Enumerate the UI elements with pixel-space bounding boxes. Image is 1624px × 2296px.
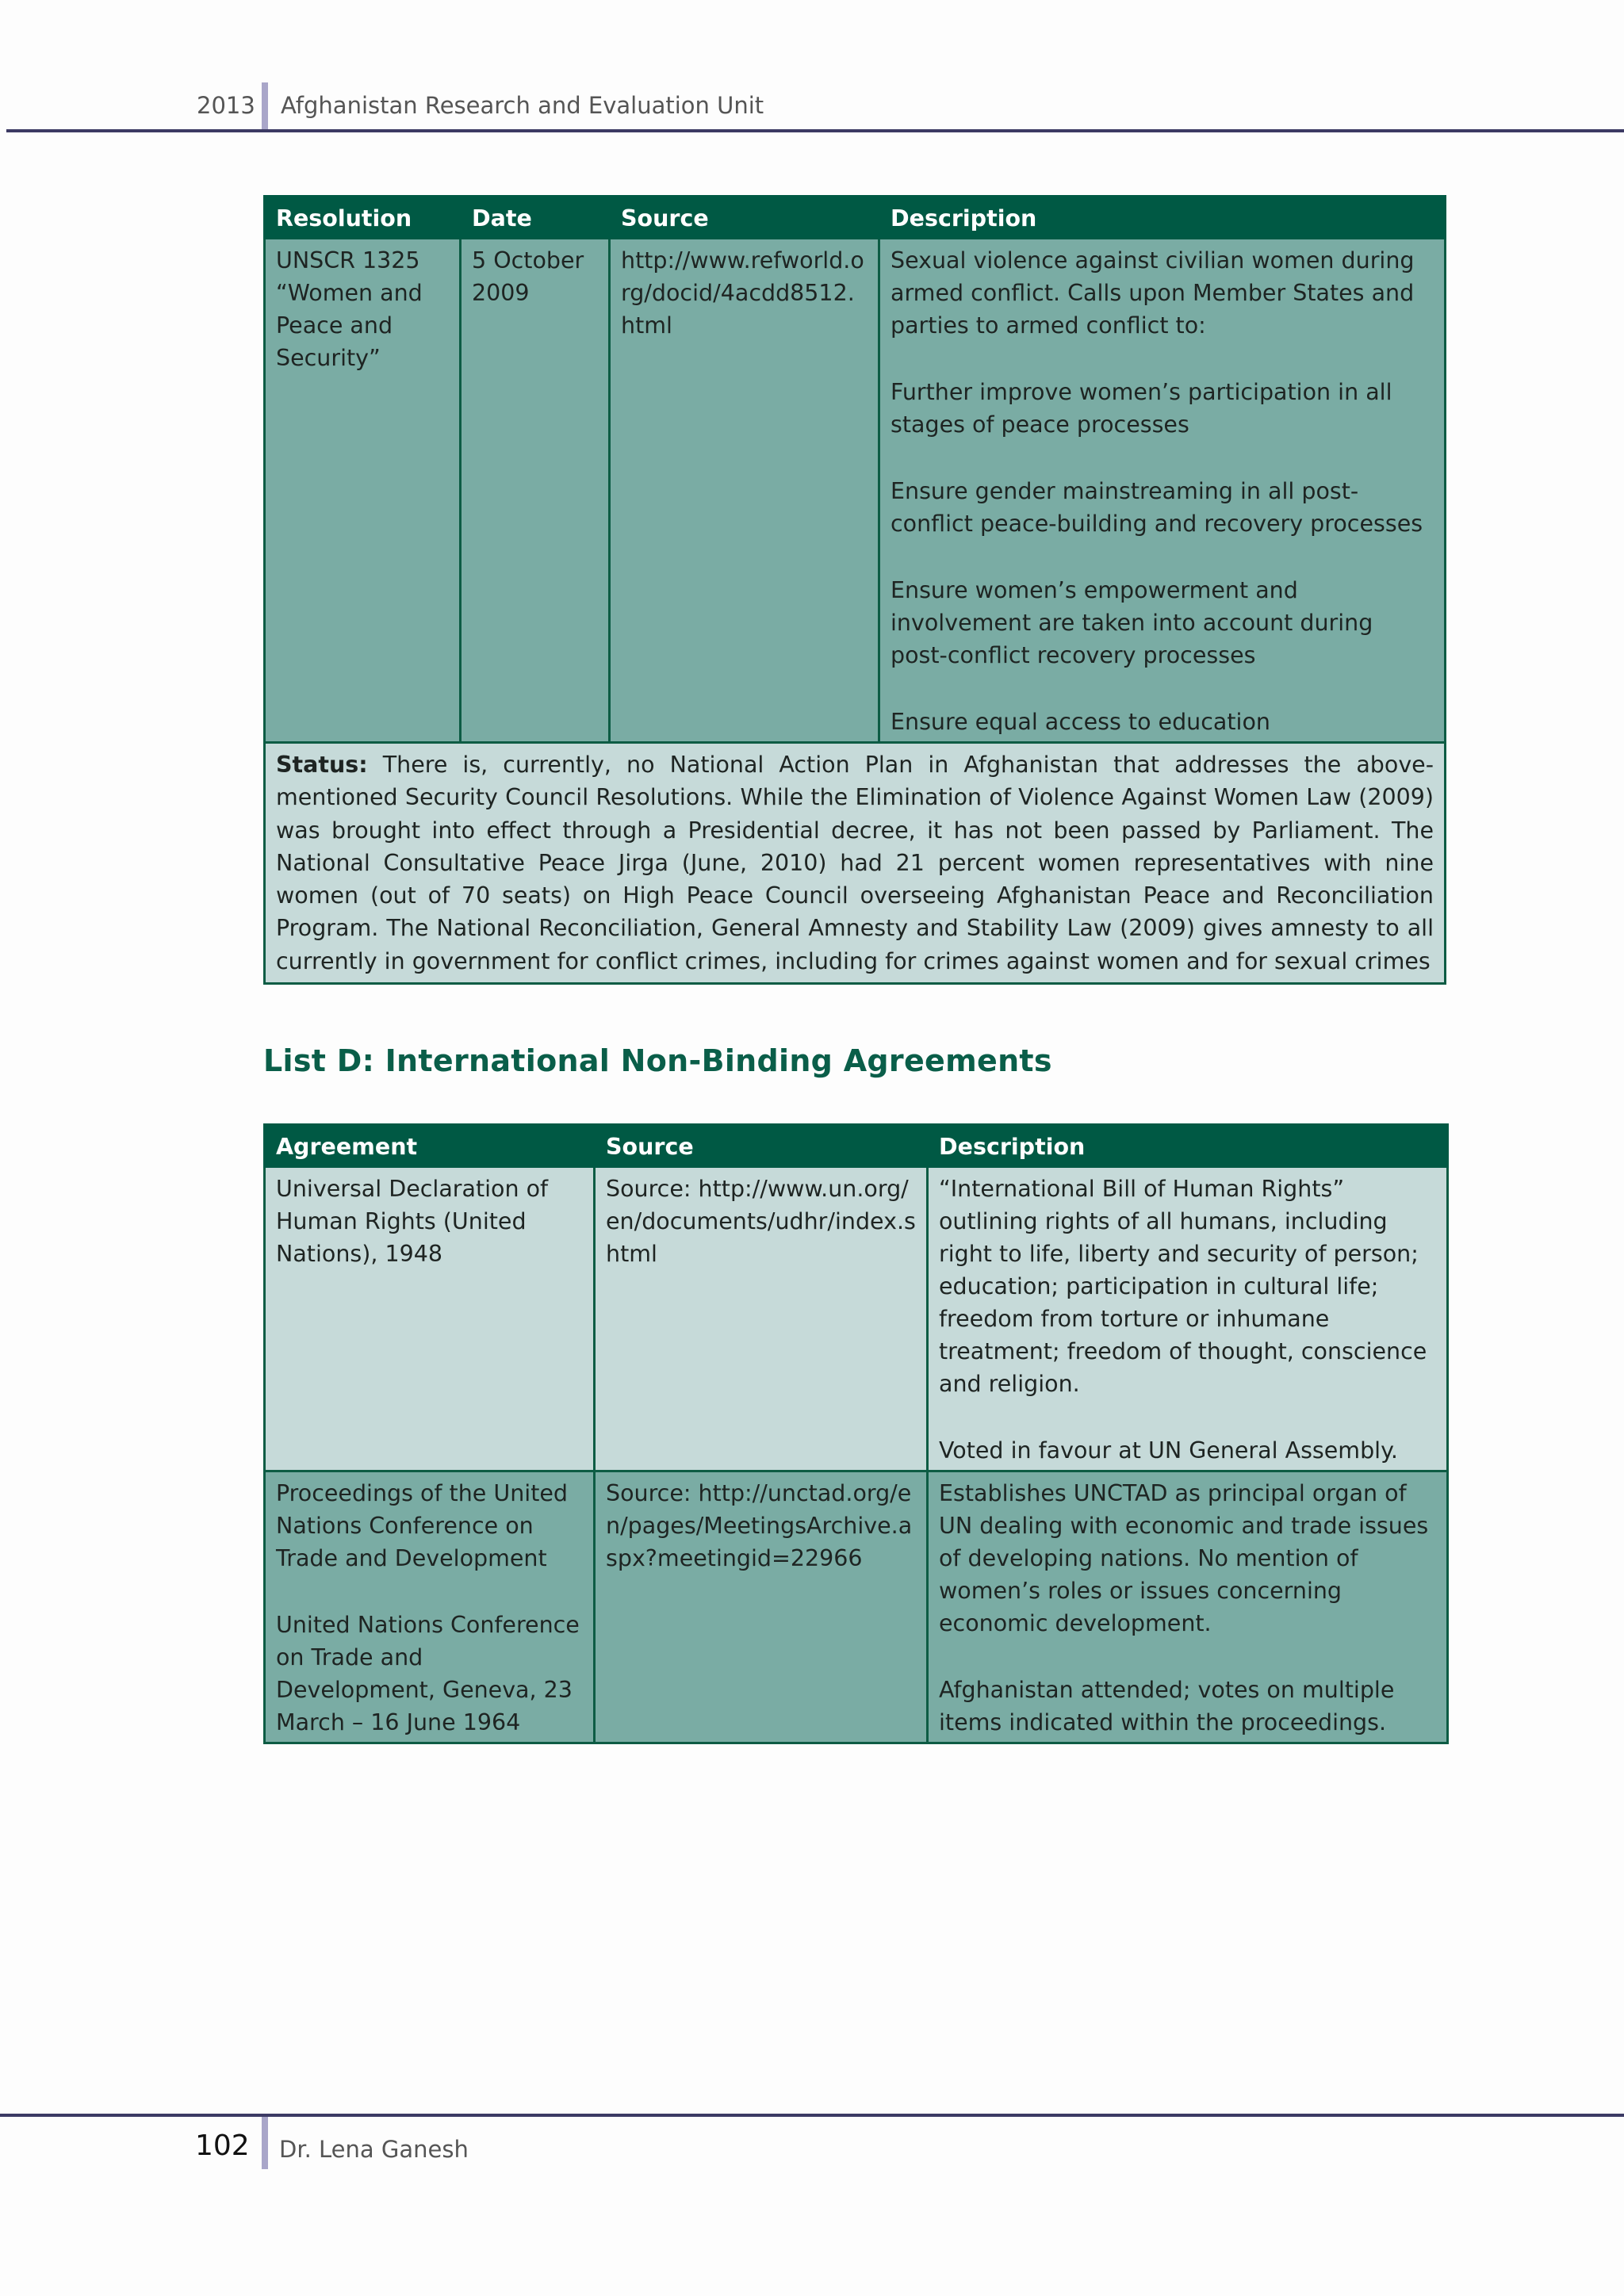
source-cell: http://www.refworld.org/docid/4acdd8512.html xyxy=(610,239,879,743)
description-paragraph: Further improve women’s participation in all stages of peace processes xyxy=(891,379,1392,438)
page-number: 102 xyxy=(195,2130,250,2162)
footer-author: Dr. Lena Ganesh xyxy=(279,2136,469,2163)
col-resolution: Resolution xyxy=(265,197,461,239)
status-row xyxy=(265,743,1446,984)
col-agreement: Agreement xyxy=(265,1125,595,1167)
resolutions-table xyxy=(263,195,1446,985)
table-header-row xyxy=(265,197,1446,239)
description-paragraph: Afghanistan attended; votes on multiple items indicated within the proceedings. xyxy=(939,1677,1395,1735)
col-date: Date xyxy=(461,197,610,239)
description-paragraph: Ensure equal access to education xyxy=(891,709,1270,735)
resolution-cell: UNSCR 1325 “Women and Peace and Security” xyxy=(265,239,461,743)
agreement-paragraph: Universal Declaration of Human Rights (United Nations), 1948 xyxy=(276,1176,549,1267)
description-cell xyxy=(928,1471,1448,1743)
header-divider xyxy=(262,82,268,132)
description-paragraph: Voted in favour at UN General Assembly. xyxy=(939,1437,1398,1464)
agreement-paragraph: United Nations Conference on Trade and Development, Geneva, 23 March – 16 June 1964 xyxy=(276,1612,580,1735)
col-source: Source xyxy=(595,1125,928,1167)
source-cell: Source: http://www.un.org/en/documents/udhr/index.shtml xyxy=(595,1167,928,1471)
description-paragraph: Ensure gender mainstreaming in all post-conflict peace-building and recovery processes xyxy=(891,478,1423,537)
header-year: 2013 xyxy=(197,92,255,119)
description-paragraph: Establishes UNCTAD as principal organ of UN dealing with economic and trade issues of developing nations. No mention of women’s roles or issues concerning economic development. xyxy=(939,1480,1429,1636)
page-footer xyxy=(0,2112,1624,2168)
footer-divider xyxy=(262,2117,268,2169)
status-label: Status: xyxy=(276,752,368,778)
col-source: Source xyxy=(610,197,879,239)
header-rule xyxy=(6,129,1624,132)
description-paragraph: “International Bill of Human Rights” outlining rights of all humans, including right to life, liberty and security of person; education; participation in cultural life; freedom from torture or inhumane treatment; freedom of thought, conscience and religion. xyxy=(939,1176,1427,1397)
agreements-table xyxy=(263,1123,1449,1744)
col-description: Description xyxy=(928,1125,1448,1167)
table-row xyxy=(265,239,1446,743)
header-org: Afghanistan Research and Evaluation Unit xyxy=(281,92,764,119)
table-row xyxy=(265,1471,1448,1743)
section-title: List D: International Non-Binding Agreements xyxy=(263,1043,1052,1078)
description-cell xyxy=(879,239,1446,743)
agreement-paragraph: Proceedings of the United Nations Conference on Trade and Development xyxy=(276,1480,569,1571)
table-header-row xyxy=(265,1125,1448,1167)
status-text: There is, currently, no National Action Plan in Afghanistan that addresses the above-mentioned Security Council Resolutions. While the Elimination of Violence Against Women Law (2009) was brought into effect through a Presidential decree, it has not been passed by Parliament. The National Consultative Peace Jirga (June, 2010) had 21 percent women representatives with nine women (out of 70 seats) on High Peace Council overseeing Afghanistan Peace and Reconciliation Program. The National Reconciliation, General Amnesty and Stability Law (2009) gives amnesty to all currently in government for conflict crimes, including for crimes against women and for sexual crimes xyxy=(276,752,1434,974)
footer-rule xyxy=(0,2114,1624,2117)
page-header xyxy=(0,79,1624,135)
agreement-cell xyxy=(265,1471,595,1743)
agreement-cell xyxy=(265,1167,595,1471)
status-cell xyxy=(265,743,1446,984)
source-cell: Source: http://unctad.org/en/pages/MeetingsArchive.aspx?meetingid=22966 xyxy=(595,1471,928,1743)
description-paragraph: Ensure women’s empowerment and involvement are taken into account during post-conflict recovery processes xyxy=(891,577,1373,668)
description-cell xyxy=(928,1167,1448,1471)
date-cell: 5 October 2009 xyxy=(461,239,610,743)
description-paragraph: Sexual violence against civilian women during armed conflict. Calls upon Member States and parties to armed conflict to: xyxy=(891,247,1415,339)
table-row xyxy=(265,1167,1448,1471)
col-description: Description xyxy=(879,197,1446,239)
